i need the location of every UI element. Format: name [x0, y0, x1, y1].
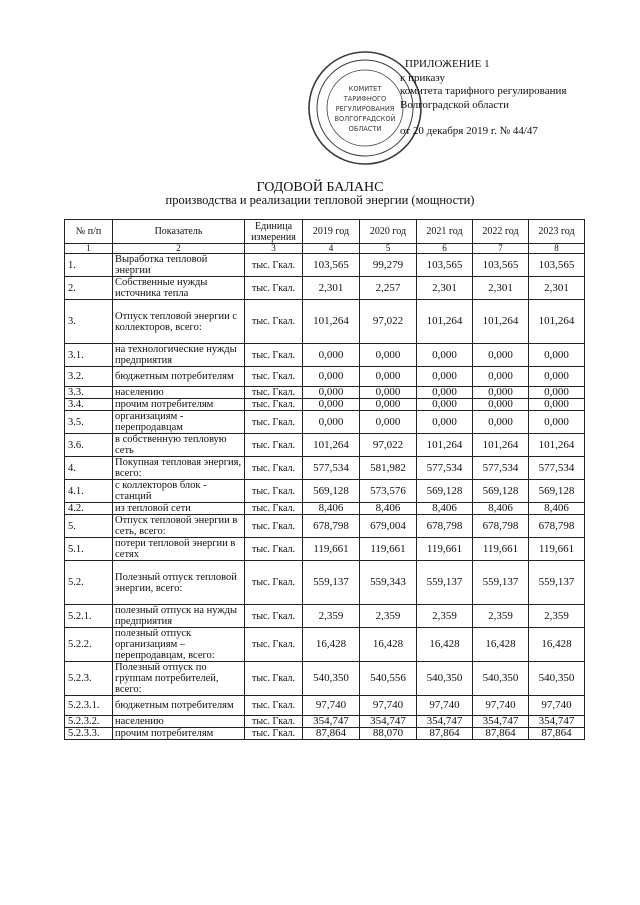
unit-cell: тыс. Гкал. [245, 344, 303, 367]
header-num: № п/п [65, 220, 113, 244]
year-value: 678,798 [417, 515, 473, 538]
appendix-header [400, 58, 635, 139]
row-number: 5. [65, 515, 113, 538]
indicator-name: в собственную тепловую сеть [113, 434, 245, 457]
stamp-text-line: ТАРИФНОГО [343, 95, 387, 103]
year-value: 559,137 [529, 561, 585, 605]
year-value: 87,864 [417, 728, 473, 740]
year-value: 119,661 [417, 538, 473, 561]
unit-cell: тыс. Гкал. [245, 538, 303, 561]
year-value: 8,406 [303, 503, 360, 515]
year-value: 119,661 [360, 538, 417, 561]
unit-cell: тыс. Гкал. [245, 399, 303, 411]
year-value: 16,428 [360, 628, 417, 662]
year-value: 2,359 [529, 605, 585, 628]
year-value: 678,798 [473, 515, 529, 538]
year-value: 2,301 [417, 277, 473, 300]
header-year: 2021 год [417, 220, 473, 244]
table-row [65, 561, 585, 605]
year-value: 678,798 [303, 515, 360, 538]
year-value: 559,137 [417, 561, 473, 605]
indicator-name: Собственные нужды источника тепла [113, 277, 245, 300]
year-value: 103,565 [529, 254, 585, 277]
year-value: 0,000 [303, 344, 360, 367]
unit-cell: тыс. Гкал. [245, 457, 303, 480]
year-value: 354,747 [529, 716, 585, 728]
year-value: 101,264 [473, 434, 529, 457]
year-value: 8,406 [360, 503, 417, 515]
table-row [65, 367, 585, 387]
unit-cell: тыс. Гкал. [245, 411, 303, 434]
row-number: 5.2.3. [65, 662, 113, 696]
year-value: 0,000 [360, 367, 417, 387]
year-value: 2,359 [473, 605, 529, 628]
year-value: 0,000 [303, 387, 360, 399]
year-value: 569,128 [417, 480, 473, 503]
header-year: 2022 год [473, 220, 529, 244]
year-value: 573,576 [360, 480, 417, 503]
year-value: 16,428 [529, 628, 585, 662]
row-number: 4.1. [65, 480, 113, 503]
year-value: 559,343 [360, 561, 417, 605]
year-value: 101,264 [529, 434, 585, 457]
unit-cell: тыс. Гкал. [245, 716, 303, 728]
table-row [65, 605, 585, 628]
indicator-name: Выработка тепловой энергии [113, 254, 245, 277]
year-value: 354,747 [360, 716, 417, 728]
indicator-name: Отпуск тепловой энергии в сеть, всего: [113, 515, 245, 538]
unit-cell: тыс. Гкал. [245, 728, 303, 740]
committee-name: комитета тарифного регулирования [400, 85, 567, 97]
year-value: 0,000 [417, 367, 473, 387]
unit-cell: тыс. Гкал. [245, 662, 303, 696]
indicator-name: Покупная тепловая энергия, всего: [113, 457, 245, 480]
order-date: от 20 декабря 2019 г. № 44/47 [400, 125, 538, 137]
year-value: 101,264 [473, 300, 529, 344]
year-value: 569,128 [529, 480, 585, 503]
indicator-name: потери тепловой энергии в сетях [113, 538, 245, 561]
region-name: Волгоградской области [400, 98, 509, 111]
year-value: 0,000 [529, 367, 585, 387]
table-row [65, 434, 585, 457]
year-value: 87,864 [529, 728, 585, 740]
table-row [65, 277, 585, 300]
year-value: 354,747 [303, 716, 360, 728]
year-value: 2,359 [417, 605, 473, 628]
column-index: 7 [473, 244, 529, 254]
row-number: 4.2. [65, 503, 113, 515]
row-number: 3.4. [65, 399, 113, 411]
table-row [65, 716, 585, 728]
indicator-name: Отпуск тепловой энергии с коллекторов, всего: [113, 300, 245, 344]
header-indicator: Показатель [113, 220, 245, 244]
unit-cell: тыс. Гкал. [245, 628, 303, 662]
table-row [65, 457, 585, 480]
stamp-text-line: КОМИТЕТ [348, 85, 382, 93]
table-row [65, 411, 585, 434]
row-number: 5.2.3.3. [65, 728, 113, 740]
year-value: 540,350 [417, 662, 473, 696]
year-value: 0,000 [303, 411, 360, 434]
row-number: 1. [65, 254, 113, 277]
year-value: 0,000 [360, 411, 417, 434]
year-value: 97,740 [360, 696, 417, 716]
year-value: 101,264 [417, 434, 473, 457]
header-year: 2019 год [303, 220, 360, 244]
row-number: 3.3. [65, 387, 113, 399]
appendix-title: ПРИЛОЖЕНИЕ 1 [405, 58, 490, 70]
year-value: 577,534 [303, 457, 360, 480]
unit-cell: тыс. Гкал. [245, 434, 303, 457]
table-row [65, 254, 585, 277]
year-value: 119,661 [303, 538, 360, 561]
indicator-name: бюджетным потребителям [113, 367, 245, 387]
year-value: 2,301 [529, 277, 585, 300]
year-value: 540,350 [303, 662, 360, 696]
year-value: 0,000 [417, 387, 473, 399]
year-value: 559,137 [473, 561, 529, 605]
year-value: 2,359 [360, 605, 417, 628]
header-year: 2023 год [529, 220, 585, 244]
year-value: 87,864 [473, 728, 529, 740]
year-value: 0,000 [473, 399, 529, 411]
year-value: 0,000 [360, 387, 417, 399]
year-value: 569,128 [303, 480, 360, 503]
unit-cell: тыс. Гкал. [245, 300, 303, 344]
indicator-name: Полезный отпуск по группам потребителей, всего: [113, 662, 245, 696]
year-value: 0,000 [303, 367, 360, 387]
year-value: 101,264 [529, 300, 585, 344]
unit-cell: тыс. Гкал. [245, 515, 303, 538]
table-header-row [65, 220, 585, 244]
indicator-name: прочим потребителям [113, 728, 245, 740]
indicator-name: организациям - перепродавцам [113, 411, 245, 434]
document-title: ГОДОВОЙ БАЛАНС [256, 180, 384, 195]
year-value: 103,565 [417, 254, 473, 277]
year-value: 354,747 [417, 716, 473, 728]
row-number: 3.1. [65, 344, 113, 367]
year-value: 97,740 [303, 696, 360, 716]
year-value: 119,661 [529, 538, 585, 561]
year-value: 0,000 [360, 344, 417, 367]
unit-cell: тыс. Гкал. [245, 367, 303, 387]
stamp-text-line: ОБЛАСТИ [348, 125, 382, 133]
order-ref: к приказу [400, 71, 446, 84]
year-value: 2,301 [473, 277, 529, 300]
column-index-row [65, 244, 585, 254]
column-index: 3 [245, 244, 303, 254]
year-value: 8,406 [417, 503, 473, 515]
header-year: 2020 год [360, 220, 417, 244]
row-number: 3. [65, 300, 113, 344]
table-row [65, 538, 585, 561]
balance-table [64, 219, 585, 740]
table-row [65, 696, 585, 716]
year-value: 2,257 [360, 277, 417, 300]
column-index: 6 [417, 244, 473, 254]
row-number: 4. [65, 457, 113, 480]
row-number: 3.6. [65, 434, 113, 457]
row-number: 5.2.1. [65, 605, 113, 628]
year-value: 540,556 [360, 662, 417, 696]
indicator-name: полезный отпуск на нужды предприятия [113, 605, 245, 628]
year-value: 119,661 [473, 538, 529, 561]
column-index: 4 [303, 244, 360, 254]
table-row [65, 399, 585, 411]
year-value: 16,428 [417, 628, 473, 662]
year-value: 0,000 [417, 411, 473, 434]
year-value: 99,279 [360, 254, 417, 277]
unit-cell: тыс. Гкал. [245, 605, 303, 628]
year-value: 678,798 [529, 515, 585, 538]
indicator-name: бюджетным потребителям [113, 696, 245, 716]
year-value: 0,000 [529, 411, 585, 434]
table-row [65, 503, 585, 515]
column-index: 2 [113, 244, 245, 254]
unit-cell: тыс. Гкал. [245, 503, 303, 515]
year-value: 559,137 [303, 561, 360, 605]
year-value: 103,565 [473, 254, 529, 277]
row-number: 5.2. [65, 561, 113, 605]
unit-cell: тыс. Гкал. [245, 254, 303, 277]
year-value: 97,022 [360, 300, 417, 344]
indicator-name: Полезный отпуск тепловой энергии, всего: [113, 561, 245, 605]
column-index: 8 [529, 244, 585, 254]
year-value: 97,740 [417, 696, 473, 716]
table-row [65, 300, 585, 344]
year-value: 354,747 [473, 716, 529, 728]
year-value: 0,000 [417, 344, 473, 367]
year-value: 0,000 [473, 411, 529, 434]
stamp-text-line: РЕГУЛИРОВАНИЯ [335, 105, 395, 113]
row-number: 5.2.3.2. [65, 716, 113, 728]
year-value: 97,740 [529, 696, 585, 716]
year-value: 0,000 [473, 367, 529, 387]
row-number: 2. [65, 277, 113, 300]
year-value: 16,428 [473, 628, 529, 662]
unit-cell: тыс. Гкал. [245, 696, 303, 716]
indicator-name: населению [113, 716, 245, 728]
unit-cell: тыс. Гкал. [245, 277, 303, 300]
year-value: 0,000 [473, 344, 529, 367]
indicator-name: на технологические нужды предприятия [113, 344, 245, 367]
year-value: 0,000 [303, 399, 360, 411]
year-value: 97,022 [360, 434, 417, 457]
year-value: 0,000 [529, 344, 585, 367]
year-value: 8,406 [473, 503, 529, 515]
year-value: 679,004 [360, 515, 417, 538]
year-value: 0,000 [529, 399, 585, 411]
year-value: 2,359 [303, 605, 360, 628]
year-value: 0,000 [473, 387, 529, 399]
year-value: 0,000 [360, 399, 417, 411]
unit-cell: тыс. Гкал. [245, 480, 303, 503]
document-subtitle: производства и реализации тепловой энергии (мощности) [165, 193, 475, 207]
year-value: 97,740 [473, 696, 529, 716]
year-value: 2,301 [303, 277, 360, 300]
indicator-name: населению [113, 387, 245, 399]
year-value: 540,350 [473, 662, 529, 696]
table-row [65, 628, 585, 662]
row-number: 3.5. [65, 411, 113, 434]
year-value: 577,534 [417, 457, 473, 480]
table-row [65, 344, 585, 367]
year-value: 8,406 [529, 503, 585, 515]
table-row [65, 480, 585, 503]
row-number: 5.2.2. [65, 628, 113, 662]
year-value: 101,264 [417, 300, 473, 344]
table-row [65, 728, 585, 740]
year-value: 88,070 [360, 728, 417, 740]
indicator-name: с коллекторов блок - станций [113, 480, 245, 503]
indicator-name: полезный отпуск организациям – перепродавцам, всего: [113, 628, 245, 662]
row-number: 5.2.3.1. [65, 696, 113, 716]
year-value: 0,000 [529, 387, 585, 399]
year-value: 87,864 [303, 728, 360, 740]
indicator-name: из тепловой сети [113, 503, 245, 515]
year-value: 103,565 [303, 254, 360, 277]
unit-cell: тыс. Гкал. [245, 561, 303, 605]
year-value: 101,264 [303, 300, 360, 344]
table-row [65, 662, 585, 696]
row-number: 3.2. [65, 367, 113, 387]
header-unit: Единица измерения [245, 220, 303, 244]
year-value: 540,350 [529, 662, 585, 696]
row-number: 5.1. [65, 538, 113, 561]
year-value: 16,428 [303, 628, 360, 662]
year-value: 577,534 [473, 457, 529, 480]
year-value: 101,264 [303, 434, 360, 457]
table-row [65, 515, 585, 538]
year-value: 0,000 [417, 399, 473, 411]
column-index: 1 [65, 244, 113, 254]
year-value: 577,534 [529, 457, 585, 480]
stamp-text-line: ВОЛГОГРАДСКОЙ [334, 115, 396, 123]
indicator-name: прочим потребителям [113, 399, 245, 411]
table-row [65, 387, 585, 399]
column-index: 5 [360, 244, 417, 254]
year-value: 569,128 [473, 480, 529, 503]
year-value: 581,982 [360, 457, 417, 480]
unit-cell: тыс. Гкал. [245, 387, 303, 399]
